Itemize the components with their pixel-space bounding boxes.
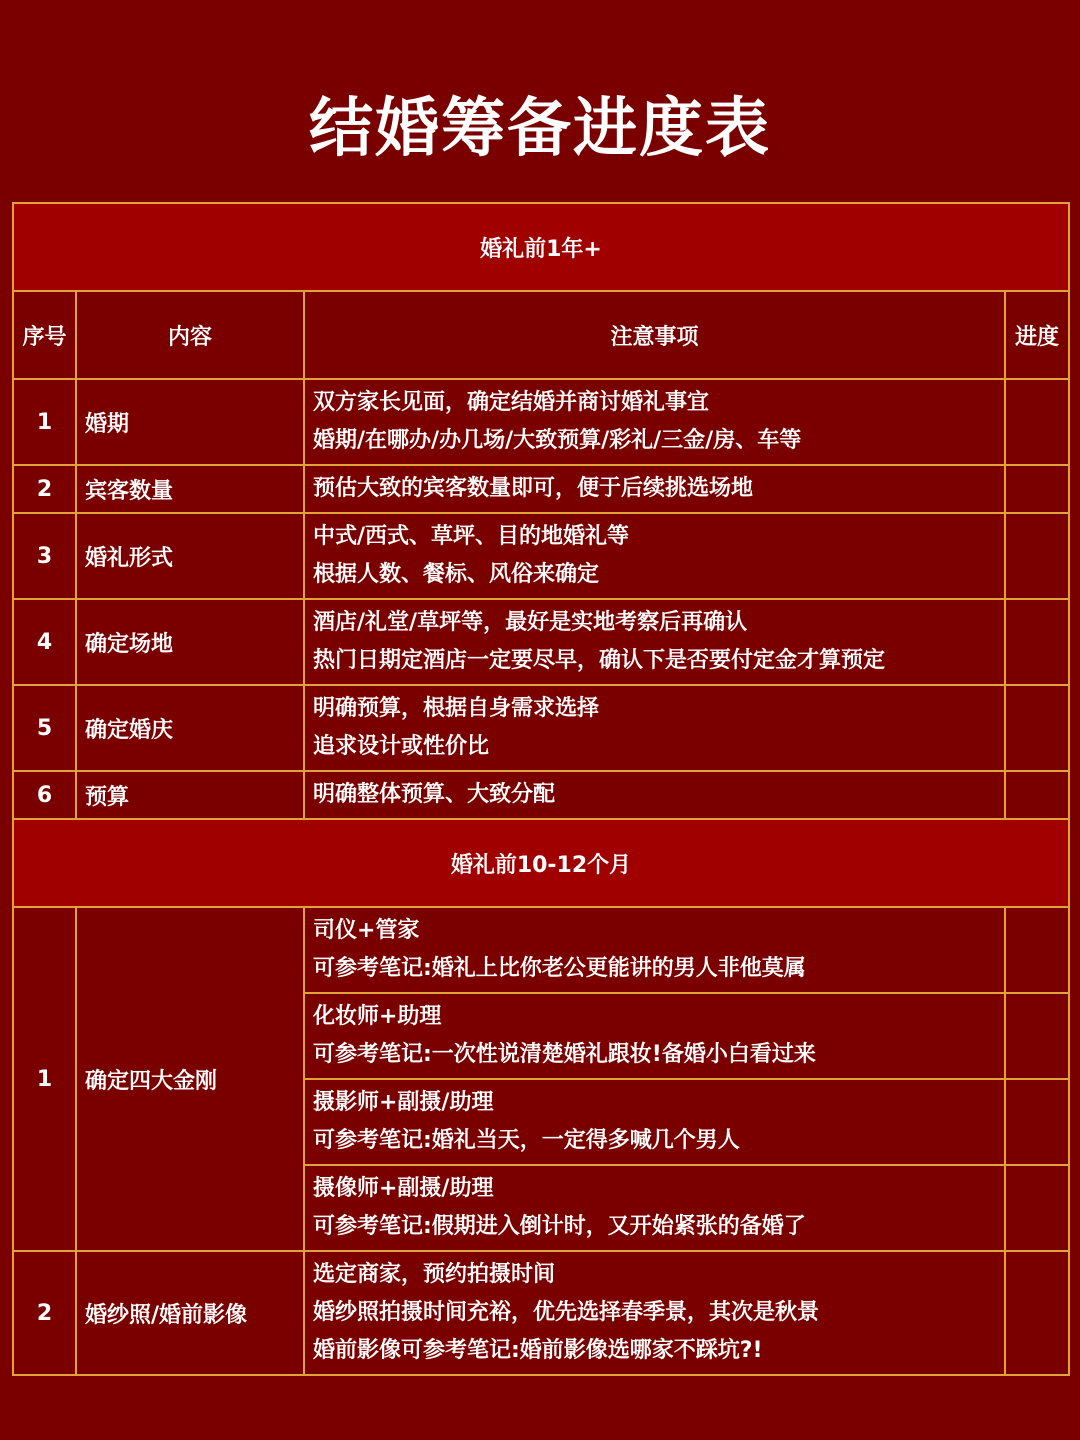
table-row — [13, 1251, 1069, 1375]
row-notes — [304, 1079, 1005, 1165]
column-header-content: 内容 — [76, 291, 304, 379]
note-line: 根据人数、餐标、风俗来确定 — [313, 562, 600, 587]
row-number: 1 — [13, 379, 76, 465]
section-header — [13, 819, 1069, 907]
progress-cell[interactable] — [1005, 513, 1069, 599]
note-line: 追求设计或性价比 — [313, 734, 490, 759]
progress-cell[interactable] — [1005, 465, 1069, 513]
row-notes — [304, 1251, 1005, 1375]
column-header-progress: 进度 — [1005, 291, 1069, 379]
row-notes — [304, 599, 1005, 685]
row-content: 确定四大金刚 — [76, 907, 304, 1251]
table-row — [13, 771, 1069, 819]
row-number: 5 — [13, 685, 76, 771]
note-line: 婚前影像可参考笔记:婚前影像选哪家不踩坑?! — [313, 1338, 763, 1363]
table-row — [13, 685, 1069, 771]
progress-cell[interactable] — [1005, 907, 1069, 993]
note-line: 预估大致的宾客数量即可，便于后续挑选场地 — [313, 476, 754, 501]
note-line: 可参考笔记:假期进入倒计时，又开始紧张的备婚了 — [313, 1214, 806, 1239]
wedding-schedule-table — [12, 202, 1070, 1376]
note-line: 婚纱照拍摄时间充裕，优先选择春季景，其次是秋景 — [313, 1300, 820, 1325]
row-content: 预算 — [76, 771, 304, 819]
row-content: 确定婚庆 — [76, 685, 304, 771]
note-line: 婚期/在哪办/办几场/大致预算/彩礼/三金/房、车等 — [313, 428, 802, 453]
progress-cell[interactable] — [1005, 1079, 1069, 1165]
row-number: 1 — [13, 907, 76, 1251]
table-row — [13, 465, 1069, 513]
row-content: 确定场地 — [76, 599, 304, 685]
table-row — [13, 907, 1069, 993]
progress-cell[interactable] — [1005, 599, 1069, 685]
progress-cell[interactable] — [1005, 1165, 1069, 1251]
row-notes — [304, 771, 1005, 819]
row-notes — [304, 379, 1005, 465]
row-number: 2 — [13, 1251, 76, 1375]
progress-cell[interactable] — [1005, 993, 1069, 1079]
note-line: 摄像师+副摄/助理 — [313, 1176, 494, 1201]
row-number: 4 — [13, 599, 76, 685]
section-title: 婚礼前10-12个月 — [13, 819, 1069, 907]
row-notes — [304, 513, 1005, 599]
table-row — [13, 379, 1069, 465]
row-notes — [304, 1165, 1005, 1251]
table-row — [13, 513, 1069, 599]
row-number: 6 — [13, 771, 76, 819]
note-line: 摄影师+副摄/助理 — [313, 1090, 494, 1115]
note-line: 可参考笔记:一次性说清楚婚礼跟妆!备婚小白看过来 — [313, 1042, 816, 1067]
row-number: 2 — [13, 465, 76, 513]
row-content: 宾客数量 — [76, 465, 304, 513]
row-notes — [304, 907, 1005, 993]
note-line: 可参考笔记:婚礼当天，一定得多喊几个男人 — [313, 1128, 740, 1153]
row-content: 婚期 — [76, 379, 304, 465]
row-notes — [304, 993, 1005, 1079]
note-line: 双方家长见面，确定结婚并商讨婚礼事宜 — [313, 390, 710, 415]
progress-cell[interactable] — [1005, 379, 1069, 465]
note-line: 选定商家，预约拍摄时间 — [313, 1262, 556, 1287]
section-title: 婚礼前1年+ — [13, 203, 1069, 291]
row-number: 3 — [13, 513, 76, 599]
row-notes — [304, 465, 1005, 513]
note-line: 明确整体预算、大致分配 — [313, 782, 556, 807]
note-line: 司仪+管家 — [313, 918, 420, 943]
page-title: 结婚筹备进度表 — [309, 92, 771, 166]
column-header-notes: 注意事项 — [304, 291, 1005, 379]
note-line: 热门日期定酒店一定要尽早，确认下是否要付定金才算预定 — [313, 648, 886, 673]
row-content: 婚礼形式 — [76, 513, 304, 599]
table-row — [13, 599, 1069, 685]
column-header-no: 序号 — [13, 291, 76, 379]
progress-cell[interactable] — [1005, 1251, 1069, 1375]
note-line: 明确预算，根据自身需求选择 — [313, 696, 600, 721]
note-line: 可参考笔记:婚礼上比你老公更能讲的男人非他莫属 — [313, 956, 806, 981]
row-content: 婚纱照/婚前影像 — [76, 1251, 304, 1375]
progress-cell[interactable] — [1005, 685, 1069, 771]
progress-cell[interactable] — [1005, 771, 1069, 819]
note-line: 酒店/礼堂/草坪等，最好是实地考察后再确认 — [313, 610, 748, 635]
row-notes — [304, 685, 1005, 771]
section-header — [13, 203, 1069, 291]
note-line: 中式/西式、草坪、目的地婚礼等 — [313, 524, 630, 549]
note-line: 化妆师+助理 — [313, 1004, 442, 1029]
column-header-row — [13, 291, 1069, 379]
